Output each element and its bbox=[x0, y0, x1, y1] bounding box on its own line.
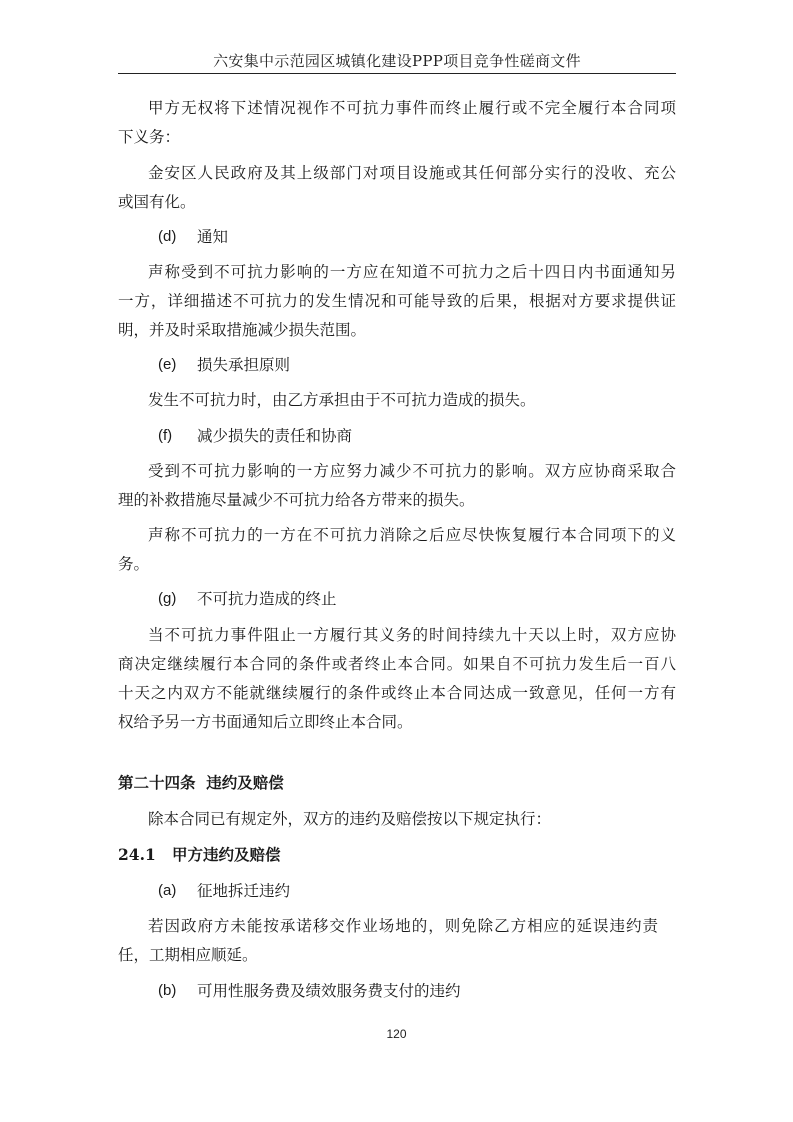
subsection-title: 可用性服务费及绩效服务费支付的违约 bbox=[197, 982, 461, 1000]
paragraph-line: 任，工期相应顺延。 bbox=[118, 946, 258, 964]
list-marker: (b) bbox=[158, 982, 177, 999]
paragraph-line: 金安区人民政府及其上级部门对项目设施或其任何部分实行的没收、充公 bbox=[148, 164, 676, 182]
paragraph-line: 理的补救措施尽量减少不可抗力给各方带来的损失。 bbox=[118, 491, 475, 509]
subsection-title: 不可抗力造成的终止 bbox=[197, 590, 337, 608]
paragraph-line: 权给予另一方书面通知后立即终止本合同。 bbox=[118, 713, 413, 731]
paragraph-line: 除本合同已有规定外，双方的违约及赔偿按以下规定执行： bbox=[148, 810, 552, 828]
list-marker: (d) bbox=[158, 228, 177, 245]
paragraph-line: 或国有化。 bbox=[118, 193, 196, 211]
subsection-title: 损失承担原则 bbox=[197, 356, 291, 374]
paragraph-line: 声称不可抗力的一方在不可抗力消除之后应尽快恢复履行本合同项下的义 bbox=[148, 526, 676, 544]
paragraph-line: 务。 bbox=[118, 555, 150, 573]
list-marker: (g) bbox=[158, 590, 177, 607]
paragraph-line: 发生不可抗力时，由乙方承担由于不可抗力造成的损失。 bbox=[148, 391, 536, 409]
page-number: 120 bbox=[386, 1027, 407, 1041]
paragraph-line: 甲方无权将下述情况视作不可抗力事件而终止履行或不完全履行本合同项 bbox=[148, 99, 676, 117]
article-heading: 第二十四条 违约及赔偿 bbox=[118, 773, 284, 792]
paragraph-line: 商决定继续履行本合同的条件或者终止本合同。如果自不可抗力发生后一百八 bbox=[118, 655, 676, 673]
list-marker: (f) bbox=[158, 427, 173, 444]
paragraph-line: 下义务： bbox=[118, 128, 181, 146]
paragraph-line: 当不可抗力事件阻止一方履行其义务的时间持续九十天以上时，双方应协 bbox=[148, 626, 676, 644]
paragraph-line: 受到不可抗力影响的一方应努力减少不可抗力的影响。双方应协商采取合 bbox=[148, 462, 676, 480]
subsection-title: 征地拆迁违约 bbox=[197, 882, 291, 900]
subsection-title: 通知 bbox=[197, 228, 229, 246]
paragraph-line: 一方，详细描述不可抗力的发生情况和可能导致的后果，根据对方要求提供证 bbox=[118, 292, 676, 310]
section-heading: 24.1 甲方违约及赔偿 bbox=[118, 845, 281, 864]
list-marker: (e) bbox=[158, 356, 177, 373]
paragraph-line: 十天之内双方不能就继续履行的条件或终止本合同达成一致意见，任何一方有 bbox=[118, 684, 676, 702]
header-rule bbox=[118, 73, 676, 74]
subsection-title: 减少损失的责任和协商 bbox=[197, 427, 353, 445]
paragraph-line: 明，并及时采取措施减少损失范围。 bbox=[118, 321, 367, 339]
paragraph-line: 若因政府方未能按承诺移交作业场地的，则免除乙方相应的延误违约责 bbox=[148, 917, 658, 935]
paragraph-line: 声称受到不可抗力影响的一方应在知道不可抗力之后十四日内书面通知另 bbox=[148, 263, 676, 281]
list-marker: (a) bbox=[158, 882, 177, 899]
document-header: 六安集中示范园区城镇化建设PPP项目竞争性磋商文件 bbox=[213, 52, 581, 70]
